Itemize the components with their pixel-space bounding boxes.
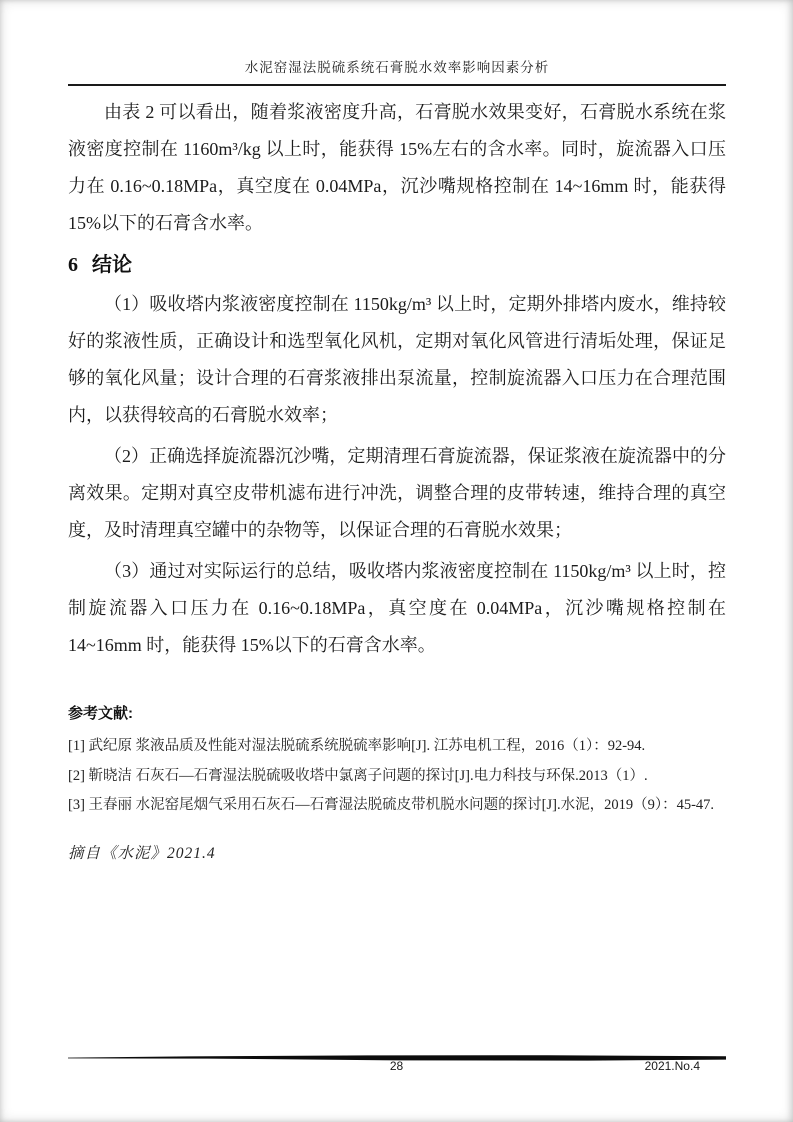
issue-label: 2021.No.4 [644,1059,700,1073]
conclusion-item-2: （2）正确选择旋流器沉沙嘴，定期清理石膏旋流器，保证浆液在旋流器中的分离效果。定期对真空皮带机滤布进行冲洗，调整合理的皮带转速，维持合理的真空度，及时清理真空罐中的杂物等，以保证合理的石膏脱水效果； [68,446,726,540]
conclusion-item-3: （3）通过对实际运行的总结，吸收塔内浆液密度控制在 1150kg/m³ 以上时，控制旋流器入口压力在 0.16~0.18MPa，真空度在 0.04MPa，沉沙嘴规格控制在 14~16mm 时，能获得 15%以下的石膏含水率。 [68,561,726,655]
footer-rule [68,1049,726,1056]
section-heading-conclusion [68,248,726,282]
conclusion-item-1: （1）吸收塔内浆液密度控制在 1150kg/m³ 以上时，定期外排塔内废水，维持较好的浆液性质，正确设计和选型氧化风机，定期对氧化风管进行清垢处理，保证足够的氧化风量；设计合理的石膏浆液排出泵流量，控制旋流器入口压力在合理范围内，以获得较高的石膏脱水效率； [68,294,726,425]
section-title: 结论 [92,254,132,276]
header-rule [68,84,726,86]
body-text [68,94,726,664]
paragraph: 由表 2 可以看出，随着浆液密度升高，石膏脱水效果变好，石膏脱水系统在浆液密度控制在 1160m³/kg 以上时，能获得 15%左右的含水率。同时，旋流器入口压力在 0.16~0.18MPa，真空度在 0.04MPa，沉沙嘴规格控制在 14~16mm 时，能获得 15%以下的石膏含水率。 [68,102,726,233]
reference-item: [2] 靳晓洁 石灰石—石膏湿法脱硫吸收塔中氯离子问题的探讨[J].电力科技与环保.2013（1）. [68,767,648,784]
reference-item: [3] 王春丽 水泥窑尾烟气采用石灰石—石膏湿法脱硫皮带机脱水问题的探讨[J].水泥，2019（9）：45-47. [68,797,715,813]
section-number: 6 [68,254,78,276]
references-heading: 参考文献: [68,705,133,722]
references-list [68,732,726,821]
running-header-title: 水泥窑湿法脱硫系统石膏脱水效率影响因素分析 [244,60,550,75]
page-content [68,0,726,863]
source-note: 摘自《水泥》2021.4 [68,844,216,862]
page-footer [0,1059,793,1079]
page-number: 28 [389,1059,404,1073]
references-section [68,702,726,821]
reference-item: [1] 武纪原 浆液品质及性能对湿法脱硫系统脱硫率影响[J]. 江苏电机工程，2016（1）：92-94. [68,738,646,754]
